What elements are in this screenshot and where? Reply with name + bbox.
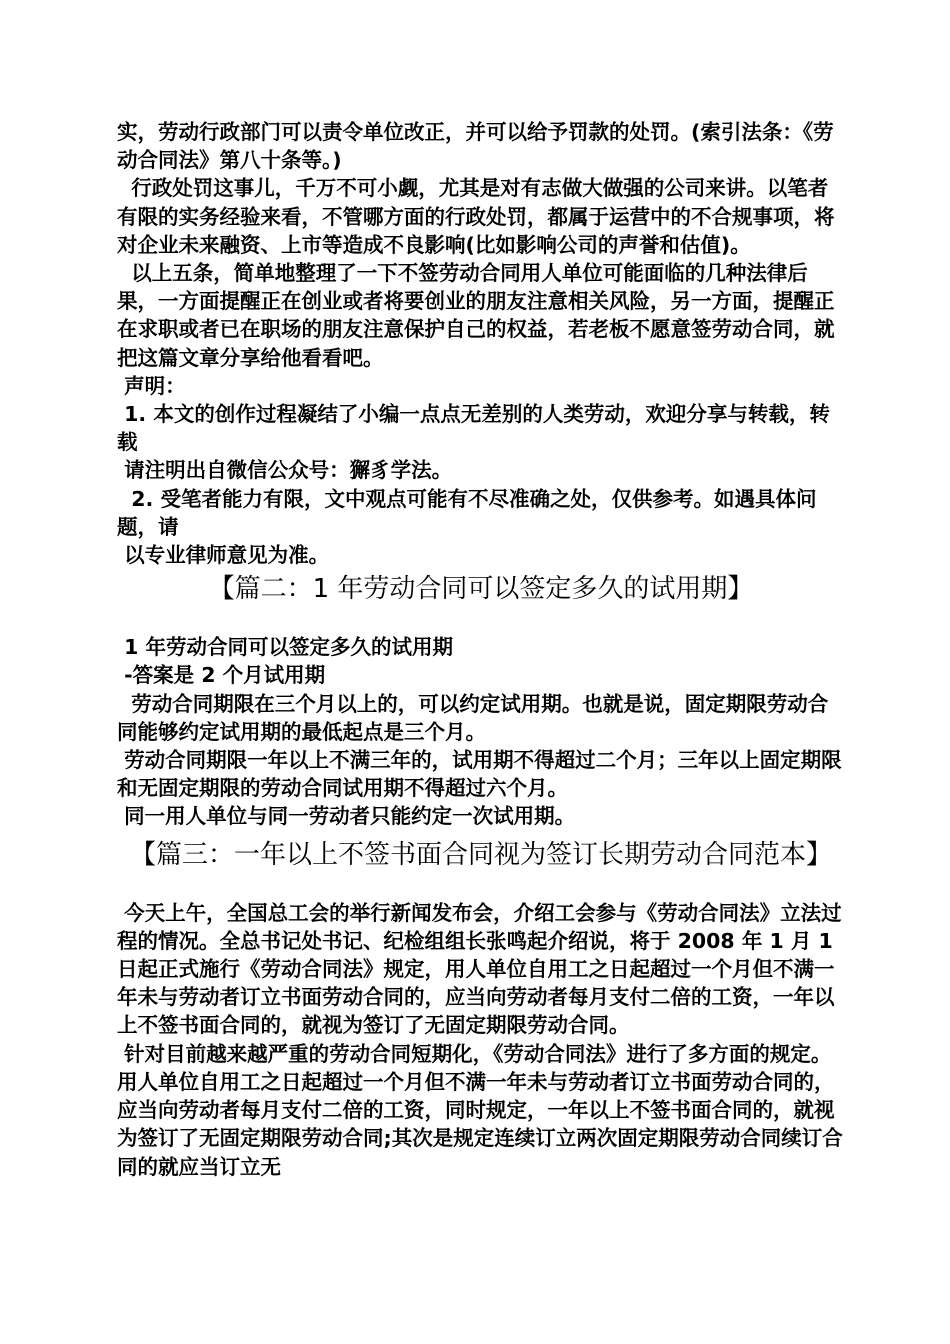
paragraph: 行政处罚这事儿，千万不可小觑，尤其是对有志做大做强的公司来讲。以笔者有限的实务经验来看，不管哪方面的行政处罚，都属于运营中的不合规事项，将对企业未来融资、上市等造成不良影响(比如影响公司的声誉和估值)。 xyxy=(117,176,835,257)
paragraph: 请注明出自微信公众号：獬豸学法。 xyxy=(117,458,453,483)
paragraph: 今天上午，全国总工会的举行新闻发布会，介绍工会参与《劳动合同法》立法过程的情况。全总书记处书记、纪检组组长张鸣起介绍说，将于 2008 年 1 月 1 日起正式施行《劳动合同法》规定，用人单位自用工之日起超过一个月但不满一年未与劳动者订立书面劳动合同的，应当向劳动者每月支付二倍的工资，一年以上不签书面合同的，就视为签订了无固定期限劳动合同。 xyxy=(117,900,842,1038)
paragraph: 同一用人单位与同一劳动者只能约定一次试用期。 xyxy=(117,804,576,829)
section-heading-2: 【篇二：1 年劳动合同可以签定多久的试用期】 xyxy=(208,574,754,605)
paragraph: 声明： xyxy=(117,373,186,398)
paragraph: -答案是 2 个月试用期 xyxy=(117,663,326,688)
paragraph: 实，劳动行政部门可以责令单位改正，并可以给予罚款的处罚。(索引法条：《劳动合同法》第八十条等。) xyxy=(117,120,834,173)
paragraph: 针对目前越来越严重的劳动合同短期化，《劳动合同法》进行了多方面的规定。用人单位自用工之日起超过一个月但不满一年未与劳动者订立书面劳动合同的，应当向劳动者每月支付二倍的工资，同时规定，一年以上不签书面合同的，就视为签订了无固定期限劳动合同;其次是规定连续订立两次固定期限劳动合同续订合同的就应当订立无 xyxy=(117,1041,843,1179)
paragraph: 以上五条，简单地整理了一下不签劳动合同用人单位可能面临的几种法律后果，一方面提醒正在创业或者将要创业的朋友注意相关风险，另一方面，提醒正在求职或者已在职场的朋友注意保护自己的权益，若老板不愿意签劳动合同，就把这篇文章分享给他看看吧。 xyxy=(117,261,835,370)
paragraph: 劳动合同期限在三个月以上的，可以约定试用期。也就是说，固定期限劳动合同能够约定试用期的最低起点是三个月。 xyxy=(117,691,829,744)
paragraph: 2. 受笔者能力有限，文中观点可能有不尽准确之处，仅供参考。如遇具体问题，请 xyxy=(117,486,817,539)
paragraph: 劳动合同期限一年以上不满三年的，试用期不得超过二个月；三年以上固定期限和无固定期限的劳动合同试用期不得超过六个月。 xyxy=(117,748,842,801)
paragraph: 1 年劳动合同可以签定多久的试用期 xyxy=(117,635,454,660)
paragraph: 以专业律师意见为准。 xyxy=(117,543,330,568)
document-page xyxy=(117,118,845,1181)
paragraph: 1. 本文的创作过程凝结了小编一点点无差别的人类劳动，欢迎分享与转载，转载 xyxy=(117,402,830,455)
section-heading-3: 【篇三：一年以上不签书面合同视为签订长期劳动合同范本】 xyxy=(129,839,832,870)
